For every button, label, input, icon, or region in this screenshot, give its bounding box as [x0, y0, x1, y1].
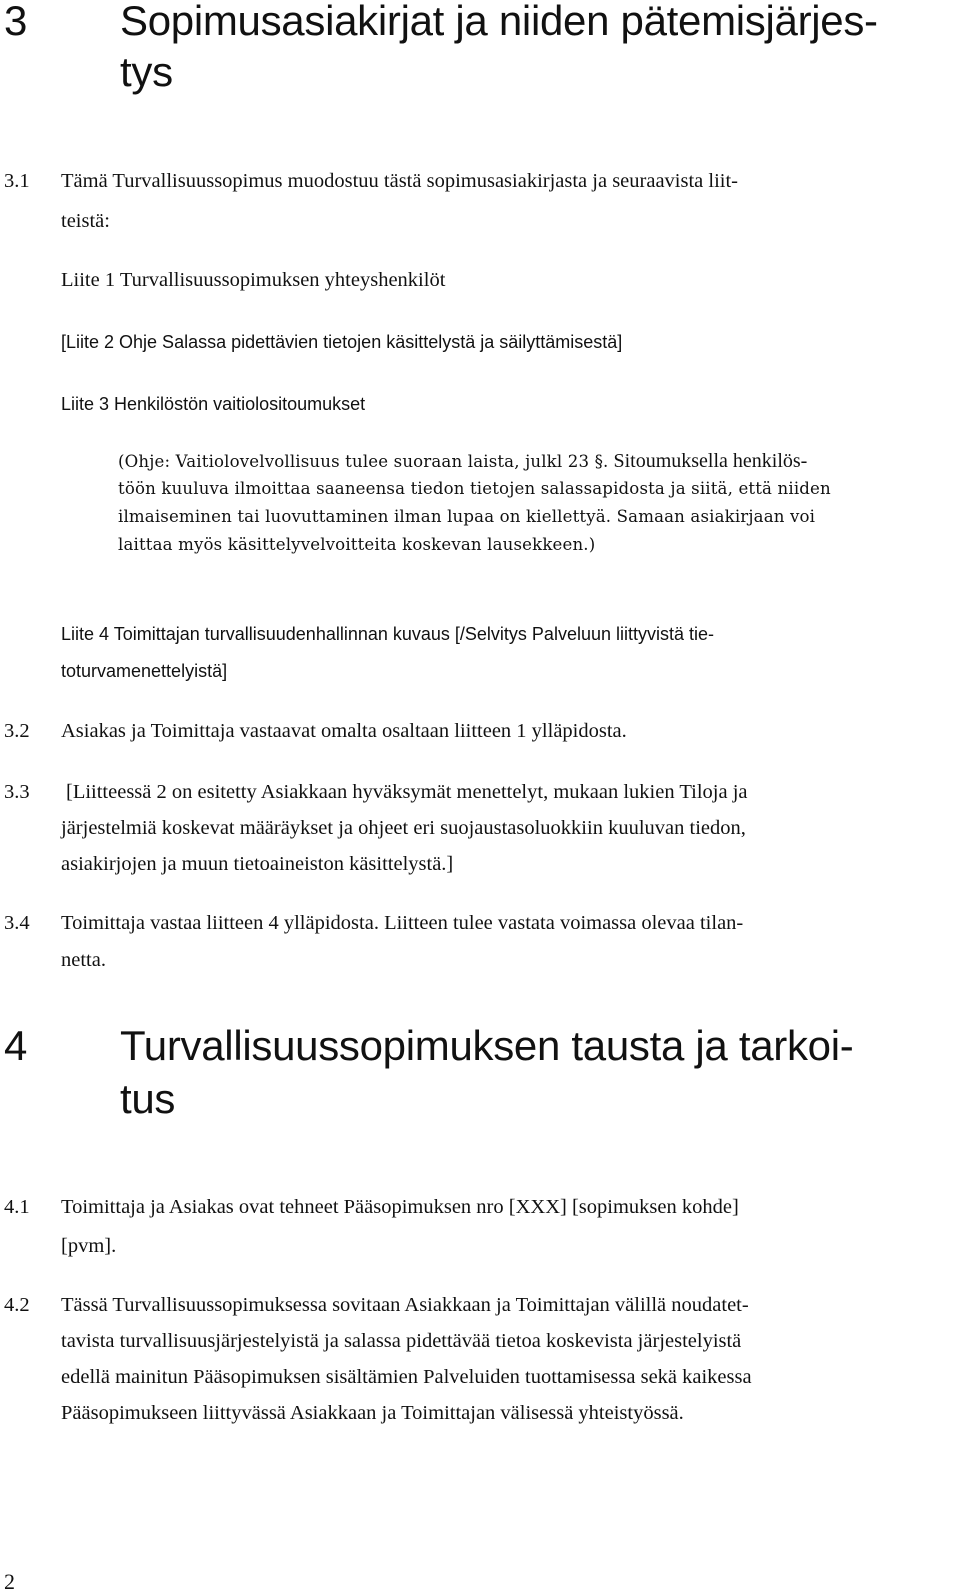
paragraph-3-3-line-3: asiakirjojen ja muun tietoaineiston käsittelystä.]: [61, 853, 454, 875]
paragraph-4-2-line-1: Tässä Turvallisuussopimuksessa sovitaan Asiakkaan ja Toimittajan välillä noudatet-: [61, 1294, 749, 1316]
section-3-heading-line-2: tys: [120, 48, 173, 95]
paragraph-3-4-line-2: netta.: [61, 949, 106, 971]
annex-4-item-line-2: toturvamenettelyistä]: [61, 661, 228, 681]
paragraph-3-2-text: Asiakas ja Toimittaja vastaavat omalta osaltaan liitteen 1 ylläpidosta.: [61, 720, 627, 742]
annex-2-item: [Liite 2 Ohje Salassa pidettävien tietojen käsittelystä ja säilyttämisestä]: [61, 332, 623, 352]
paragraph-3-2-number: 3.2: [4, 720, 30, 742]
paragraph-4-2-line-4: Pääsopimukseen liittyvässä Asiakkaan ja Toimittajan välisessä yhteistyössä.: [61, 1402, 684, 1424]
guidance-note-line-1-start: (Ohje: Vaitiolovelvollisuus tulee suoraan laista, julkl 23 §.: [118, 452, 609, 471]
paragraph-4-2-line-2: tavista turvallisuusjärjestelyistä ja salassa pidettävää tietoa koskevista järjestelyistä: [61, 1330, 742, 1352]
paragraph-3-3-line-2: järjestelmiä koskevat määräykset ja ohjeet eri suojaustasoluokkiin kuuluvan tiedon,: [61, 817, 746, 839]
paragraph-4-1-number: 4.1: [4, 1196, 30, 1218]
paragraph-3-3-line-1: [Liitteessä 2 on esitetty Asiakkaan hyväksymät menettelyt, mukaan lukien Tiloja ja: [66, 781, 748, 803]
guidance-note-line-4: laittaa myös käsittelyvelvoitteita koskevan lausekkeen.): [118, 535, 596, 554]
paragraph-4-1-line-1: Toimittaja ja Asiakas ovat tehneet Pääsopimuksen nro [XXX] [sopimuksen kohde]: [61, 1196, 739, 1218]
section-4-heading-line-2: tus: [120, 1075, 176, 1122]
guidance-note-line-1: [118, 447, 918, 476]
section-4-number: 4: [4, 1022, 28, 1069]
guidance-note-line-3: ilmaiseminen tai luovuttaminen ilman lupaa on kiellettyä. Samaan asiakirjaan voi: [118, 507, 816, 526]
section-4-heading-line-1: Turvallisuussopimuksen tausta ja tarkoi-: [120, 1022, 854, 1069]
paragraph-3-1-number: 3.1: [4, 170, 30, 192]
paragraph-3-4-number: 3.4: [4, 912, 30, 934]
paragraph-3-4-line-1: Toimittaja vastaa liitteen 4 ylläpidosta. Liitteen tulee vastata voimassa olevaa tilan-: [61, 912, 744, 934]
section-3-number: 3: [4, 0, 28, 44]
paragraph-3-1-line-1: Tämä Turvallisuussopimus muodostuu tästä sopimusasiakirjasta ja seuraavista liit-: [61, 170, 739, 192]
paragraph-4-1-line-2: [pvm].: [61, 1235, 117, 1257]
paragraph-4-2-number: 4.2: [4, 1294, 30, 1316]
annex-1-item: Liite 1 Turvallisuussopimuksen yhteyshenkilöt: [61, 269, 446, 291]
paragraph-3-1-line-2: teistä:: [61, 210, 110, 232]
page-number: 2: [4, 1569, 15, 1594]
guidance-note-line-2: töön kuuluva ilmoittaa saaneensa tiedon tietojen salassapidosta ja siitä, että niiden: [118, 479, 831, 498]
paragraph-4-2-line-3: edellä mainitun Pääsopimuksen sisältämien Palveluiden tuottamisessa sekä kaikessa: [61, 1366, 752, 1388]
annex-4-item-line-1: Liite 4 Toimittajan turvallisuudenhallinnan kuvaus [/Selvitys Palveluun liittyvistä tie-: [61, 624, 715, 644]
section-3-heading-line-1: Sopimusasiakirjat ja niiden pätemisjärjes-: [120, 0, 878, 44]
guidance-note-line-1-end: Sitoumuksella henkilös-: [608, 450, 808, 472]
annex-3-item: Liite 3 Henkilöstön vaitiolositoumukset: [61, 394, 366, 414]
paragraph-3-3-number: 3.3: [4, 781, 30, 803]
